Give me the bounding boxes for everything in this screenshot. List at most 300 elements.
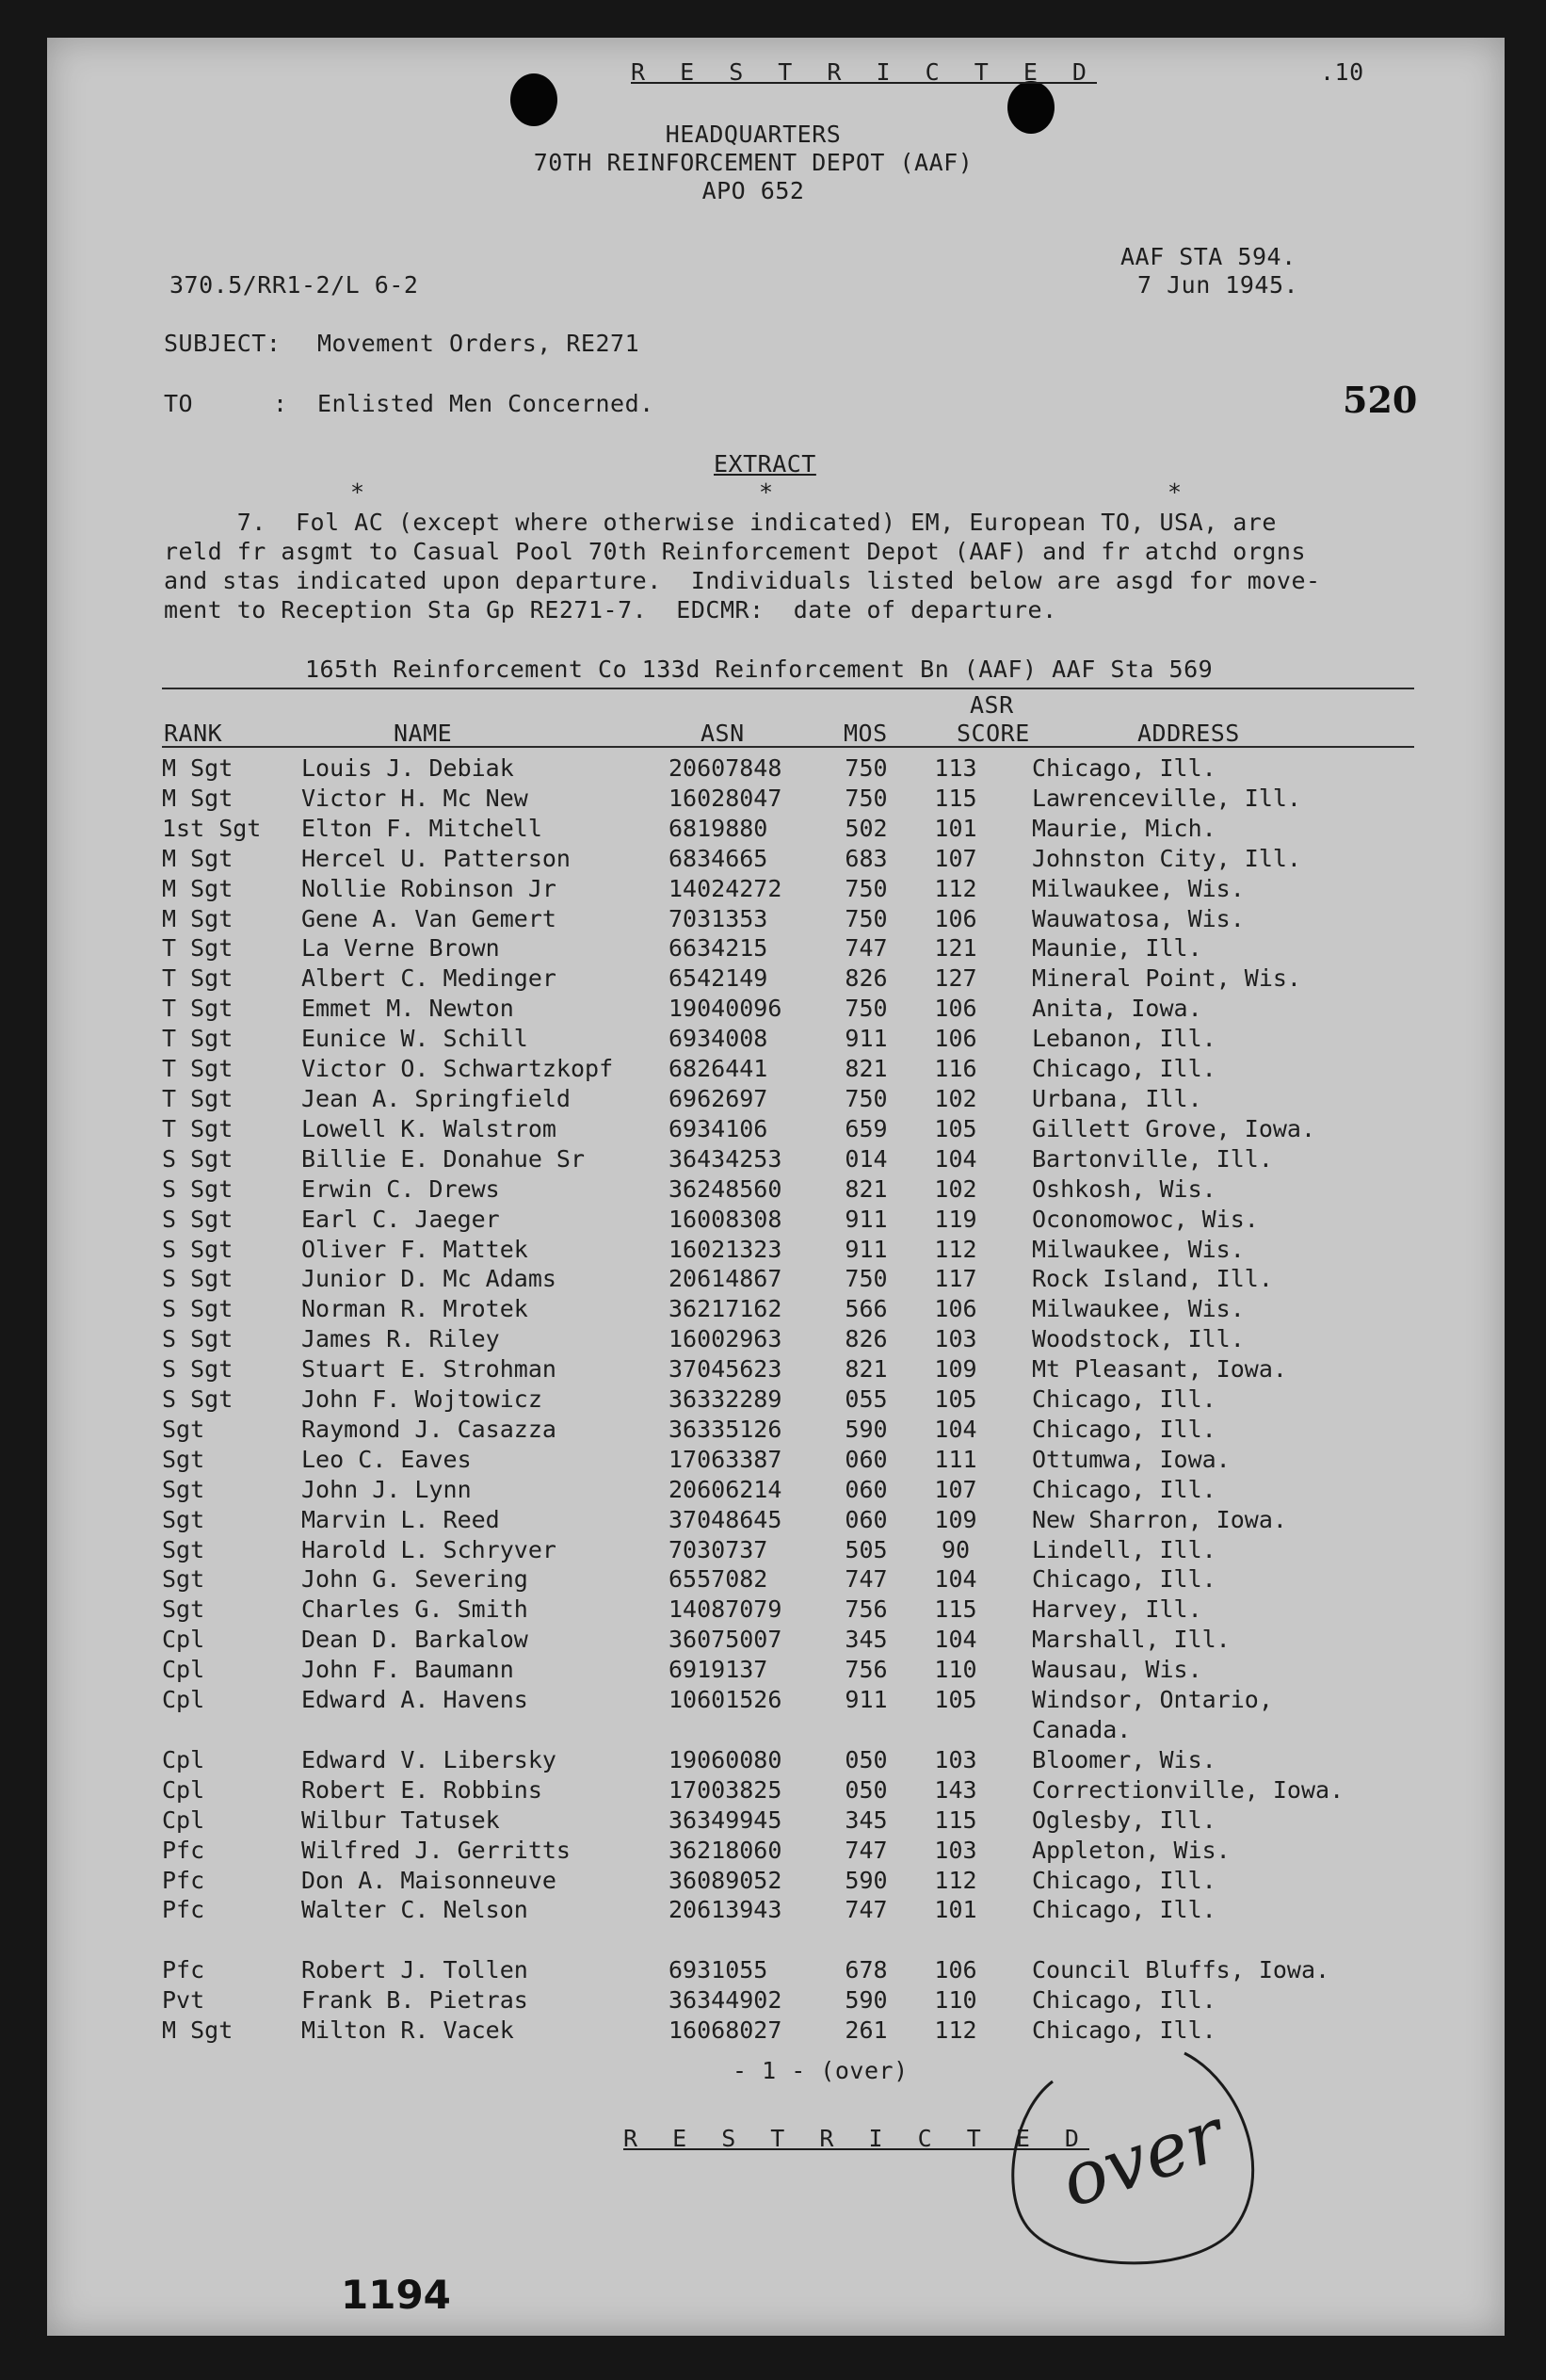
cell-rank: S Sgt — [162, 1205, 234, 1233]
paragraph-line-2: reld fr asgmt to Casual Pool 70th Reinforcement Depot (AAF) and fr atchd orgns — [164, 538, 1306, 565]
cell-rank: M Sgt — [162, 2016, 234, 2045]
table-row — [162, 1715, 1390, 1745]
cell-rank: Cpl — [162, 1745, 205, 1773]
table-row — [162, 1354, 1390, 1384]
cell-rank: S Sgt — [162, 1265, 234, 1293]
classification-bottom: R E S T R I C T E D — [623, 2125, 1089, 2152]
cell-name: Stuart E. Strohman — [301, 1355, 556, 1384]
date: 7 Jun 1945. — [1137, 271, 1299, 299]
cell-asn: 16021323 — [668, 1235, 782, 1263]
paragraph-line-4: ment to Reception Sta Gp RE271-7. EDCMR: date of departure. — [164, 596, 1057, 623]
cell-asr: 110 — [934, 1656, 977, 1684]
cell-name: Hercel U. Patterson — [301, 844, 571, 872]
table-row — [162, 933, 1390, 963]
cell-asr: 105 — [934, 1385, 977, 1414]
cell-asr: 103 — [934, 1836, 977, 1864]
unit-heading: 165th Reinforcement Co 133d Reinforcement Bn (AAF) AAF Sta 569 — [305, 656, 1214, 683]
cell-mos: 683 — [845, 844, 888, 872]
cell-name: John F. Wojtowicz — [301, 1385, 542, 1414]
cell-rank: Sgt — [162, 1505, 205, 1533]
cell-mos: 345 — [845, 1805, 888, 1834]
cell-name: Dean D. Barkalow — [301, 1626, 528, 1654]
table-row — [162, 1114, 1390, 1144]
cell-rank: M Sgt — [162, 784, 234, 812]
cell-name: Marvin L. Reed — [301, 1505, 500, 1533]
cell-asr: 121 — [934, 934, 977, 963]
cell-asn: 6919137 — [668, 1656, 768, 1684]
cell-name: Harold L. Schryver — [301, 1535, 556, 1563]
cell-mos: 678 — [845, 1956, 888, 1984]
cell-asn: 6557082 — [668, 1565, 768, 1594]
cell-address: Urbana, Ill. — [1032, 1084, 1202, 1112]
table-row — [162, 1775, 1390, 1805]
cell-asr: 105 — [934, 1114, 977, 1142]
table-row — [162, 1655, 1390, 1685]
cell-rank — [162, 1715, 301, 1745]
cell-rank: Sgt — [162, 1565, 205, 1594]
table-row — [162, 1235, 1390, 1265]
cell-address: Windsor, Ontario, — [1032, 1686, 1273, 1714]
cell-mos: 060 — [845, 1475, 888, 1503]
cell-mos: 821 — [845, 1174, 888, 1203]
cell-mos: 750 — [845, 754, 888, 782]
cell-address: Oconomowoc, Wis. — [1032, 1205, 1259, 1233]
document-page — [47, 38, 1505, 2336]
column-rank: RANK — [164, 720, 223, 747]
cell-asr: 106 — [934, 904, 977, 932]
cell-rank: Pfc — [162, 1866, 205, 1894]
cell-asn: 6934106 — [668, 1114, 768, 1142]
asterisk-1: * — [350, 478, 365, 506]
cell-asn: 6962697 — [668, 1084, 768, 1112]
cell-rank: Cpl — [162, 1775, 205, 1804]
cell-address: Lawrenceville, Ill. — [1032, 784, 1301, 812]
cell-name: Eunice W. Schill — [301, 1025, 528, 1053]
cell-asn: 6819880 — [668, 814, 768, 842]
cell-asn: 6542149 — [668, 964, 768, 993]
cell-name: Raymond J. Casazza — [301, 1415, 556, 1443]
asterisk-3: * — [1168, 478, 1183, 506]
table-row — [162, 1685, 1390, 1715]
cell-asn: 36075007 — [668, 1626, 782, 1654]
heading-rule — [162, 688, 1414, 689]
cell-asr: 111 — [934, 1445, 977, 1473]
cell-name: Albert C. Medinger — [301, 964, 556, 993]
cell-rank: Sgt — [162, 1595, 205, 1624]
cell-address: Marshall, Ill. — [1032, 1626, 1231, 1654]
cell-name: La Verne Brown — [301, 934, 500, 963]
cell-asn: 36248560 — [668, 1174, 782, 1203]
cell-asn: 16008308 — [668, 1205, 782, 1233]
cell-asn: 36434253 — [668, 1144, 782, 1173]
cell-asr: 113 — [934, 754, 977, 782]
cell-asr: 102 — [934, 1174, 977, 1203]
cell-mos: 747 — [845, 1565, 888, 1594]
cell-mos: 590 — [845, 1415, 888, 1443]
cell-name — [301, 1715, 668, 1745]
cell-name: James R. Riley — [301, 1325, 500, 1353]
cell-asn: 17063387 — [668, 1445, 782, 1473]
cell-mos: 055 — [845, 1385, 888, 1414]
table-row — [162, 1866, 1390, 1896]
table-row — [162, 1805, 1390, 1836]
subject-label: SUBJECT: — [164, 330, 282, 357]
table-row — [162, 753, 1390, 784]
cell-address: Oglesby, Ill. — [1032, 1805, 1216, 1834]
cell-asr: 104 — [934, 1415, 977, 1443]
cell-asr: 101 — [934, 1896, 977, 1924]
cell-name: Nollie Robinson Jr — [301, 874, 556, 902]
cell-asn: 36217162 — [668, 1295, 782, 1323]
cell-asr: 104 — [934, 1144, 977, 1173]
cell-mos: 756 — [845, 1595, 888, 1624]
cell-address: Oshkosh, Wis. — [1032, 1174, 1216, 1203]
cell-name: Victor O. Schwartzkopf — [301, 1055, 614, 1083]
cell-name: Wilfred J. Gerritts — [301, 1836, 571, 1864]
cell-rank: M Sgt — [162, 874, 234, 902]
cell-mos: 911 — [845, 1205, 888, 1233]
cell-mos: 261 — [845, 2016, 888, 2045]
to-label: TO — [164, 390, 194, 417]
cell-address: Rock Island, Ill. — [1032, 1265, 1273, 1293]
file-reference: 370.5/RR1-2/L 6-2 — [169, 271, 419, 299]
cell-mos: 826 — [845, 1325, 888, 1353]
cell-address: Council Bluffs, Iowa. — [1032, 1956, 1330, 1984]
cell-name: Erwin C. Drews — [301, 1174, 500, 1203]
cell-address: Anita, Iowa. — [1032, 995, 1202, 1023]
classification-top: R E S T R I C T E D — [631, 58, 1097, 86]
cell-asn: 6826441 — [668, 1055, 768, 1083]
cell-address: Chicago, Ill. — [1032, 1055, 1216, 1083]
cell-asn: 16028047 — [668, 784, 782, 812]
cell-address: Maunie, Ill. — [1032, 934, 1202, 963]
paragraph-line-1: 7. Fol AC (except where otherwise indicated) EM, European TO, USA, are — [164, 509, 1277, 536]
cell-mos: 750 — [845, 1265, 888, 1293]
cell-mos: 505 — [845, 1535, 888, 1563]
table-row — [162, 874, 1390, 904]
table-row — [162, 1084, 1390, 1114]
cell-asn: 6934008 — [668, 1025, 768, 1053]
table-row — [162, 1745, 1390, 1775]
cell-rank: 1st Sgt — [162, 814, 262, 842]
column-name: NAME — [394, 720, 453, 747]
cell-name: Elton F. Mitchell — [301, 814, 542, 842]
cell-asr: 109 — [934, 1505, 977, 1533]
cell-address: Milwaukee, Wis. — [1032, 1235, 1245, 1263]
cell-asr: 90 — [941, 1535, 971, 1563]
cell-address: Wauwatosa, Wis. — [1032, 904, 1245, 932]
cell-address: Mineral Point, Wis. — [1032, 964, 1301, 993]
personnel-table — [162, 753, 1390, 2046]
cell-rank: S Sgt — [162, 1355, 234, 1384]
cell-rank: S Sgt — [162, 1144, 234, 1173]
table-row — [162, 994, 1390, 1024]
cell-rank: S Sgt — [162, 1235, 234, 1263]
cell-asn: 14087079 — [668, 1595, 782, 1624]
cell-address: Harvey, Ill. — [1032, 1595, 1202, 1624]
subject: Movement Orders, RE271 — [317, 330, 640, 357]
cell-asn: 36218060 — [668, 1836, 782, 1864]
cell-mos — [829, 1925, 904, 1955]
asterisk-2: * — [759, 478, 774, 506]
cell-address: Chicago, Ill. — [1032, 1896, 1216, 1924]
cell-asr: 115 — [934, 1595, 977, 1624]
cell-address — [1007, 1925, 1390, 1955]
cell-asr: 115 — [934, 1805, 977, 1834]
cell-rank — [162, 1925, 301, 1955]
cell-name: Louis J. Debiak — [301, 754, 514, 782]
cell-mos: 750 — [845, 904, 888, 932]
cell-address: Chicago, Ill. — [1032, 1565, 1216, 1594]
cell-address: Woodstock, Ill. — [1032, 1325, 1245, 1353]
cell-asn — [668, 1715, 829, 1745]
cell-mos: 750 — [845, 874, 888, 902]
cell-name: Robert J. Tollen — [301, 1956, 528, 1984]
cell-mos: 747 — [845, 1896, 888, 1924]
cell-asr: 104 — [934, 1565, 977, 1594]
cell-address: New Sharron, Iowa. — [1032, 1505, 1287, 1533]
table-row — [162, 1054, 1390, 1084]
cell-name: Charles G. Smith — [301, 1595, 528, 1624]
table-row — [162, 1985, 1390, 2016]
cell-asn: 16002963 — [668, 1325, 782, 1353]
table-row — [162, 1384, 1390, 1415]
cell-name: Oliver F. Mattek — [301, 1235, 528, 1263]
table-row — [162, 1324, 1390, 1354]
cell-mos — [829, 1715, 904, 1745]
cell-asn: 37048645 — [668, 1505, 782, 1533]
cell-rank: M Sgt — [162, 754, 234, 782]
table-row — [162, 2016, 1390, 2046]
cell-rank: Cpl — [162, 1656, 205, 1684]
cell-mos: 590 — [845, 1986, 888, 2015]
cell-name: Emmet M. Newton — [301, 995, 514, 1023]
table-row — [162, 1505, 1390, 1535]
cell-name: Billie E. Donahue Sr — [301, 1144, 586, 1173]
column-asr-bottom: SCORE — [957, 720, 1030, 747]
cell-name: Edward A. Havens — [301, 1686, 528, 1714]
cell-name: Robert E. Robbins — [301, 1775, 542, 1804]
cell-address: Chicago, Ill. — [1032, 1866, 1216, 1894]
cell-rank: T Sgt — [162, 1084, 234, 1112]
cell-rank: Pvt — [162, 1986, 205, 2015]
cell-name: John J. Lynn — [301, 1475, 472, 1503]
cell-asr: 127 — [934, 964, 977, 993]
cell-mos: 345 — [845, 1626, 888, 1654]
paragraph-line-3: and stas indicated upon departure. Individuals listed below are asgd for move- — [164, 567, 1321, 594]
table-row — [162, 1445, 1390, 1475]
cell-name: Earl C. Jaeger — [301, 1205, 500, 1233]
page-footer: - 1 - (over) — [733, 2057, 909, 2084]
table-row — [162, 1415, 1390, 1445]
table-row — [162, 1205, 1390, 1235]
cell-asn: 20606214 — [668, 1475, 782, 1503]
cell-asr: 107 — [934, 844, 977, 872]
table-row — [162, 1294, 1390, 1324]
table-row — [162, 1595, 1390, 1625]
cell-asr: 106 — [934, 995, 977, 1023]
cell-address: Maurie, Mich. — [1032, 814, 1216, 842]
cell-mos: 750 — [845, 995, 888, 1023]
table-row — [162, 784, 1390, 814]
cell-asn: 14024272 — [668, 874, 782, 902]
cell-address: Chicago, Ill. — [1032, 2016, 1216, 2045]
cell-rank: Pfc — [162, 1896, 205, 1924]
table-row — [162, 1836, 1390, 1866]
cell-rank: Pfc — [162, 1956, 205, 1984]
cell-asn: 7030737 — [668, 1535, 768, 1563]
cell-asn: 36332289 — [668, 1385, 782, 1414]
cell-rank: M Sgt — [162, 904, 234, 932]
table-row — [162, 904, 1390, 934]
table-row — [162, 1174, 1390, 1205]
cell-address: Chicago, Ill. — [1032, 1385, 1216, 1414]
cell-asn: 7031353 — [668, 904, 768, 932]
handwritten-over-text: over — [1051, 2093, 1233, 2225]
cell-mos: 911 — [845, 1235, 888, 1263]
cell-asr: 119 — [934, 1205, 977, 1233]
cell-asn: 36089052 — [668, 1866, 782, 1894]
punch-hole-left — [510, 73, 557, 126]
cell-name: Walter C. Nelson — [301, 1896, 528, 1924]
cell-name: Edward V. Libersky — [301, 1745, 556, 1773]
cell-asn — [668, 1925, 829, 1955]
cell-rank: Sgt — [162, 1535, 205, 1563]
cell-mos: 756 — [845, 1656, 888, 1684]
cell-mos: 502 — [845, 814, 888, 842]
cell-name: Don A. Maisonneuve — [301, 1866, 556, 1894]
cell-rank: Sgt — [162, 1475, 205, 1503]
cell-mos: 590 — [845, 1866, 888, 1894]
to-colon: : — [273, 390, 288, 417]
cell-mos: 659 — [845, 1114, 888, 1142]
cell-mos: 750 — [845, 1084, 888, 1112]
cell-rank: Pfc — [162, 1836, 205, 1864]
cell-asr: 112 — [934, 1235, 977, 1263]
cell-name: Junior D. Mc Adams — [301, 1265, 556, 1293]
table-row — [162, 1475, 1390, 1505]
page-corner-number: .10 — [1320, 58, 1364, 86]
table-row — [162, 1264, 1390, 1294]
cell-rank: S Sgt — [162, 1295, 234, 1323]
cell-rank: S Sgt — [162, 1174, 234, 1203]
cell-address: Milwaukee, Wis. — [1032, 874, 1245, 902]
cell-address: Johnston City, Ill. — [1032, 844, 1301, 872]
cell-address: Appleton, Wis. — [1032, 1836, 1231, 1864]
cell-mos: 050 — [845, 1745, 888, 1773]
cell-address: Chicago, Ill. — [1032, 1986, 1216, 2015]
cell-asr: 116 — [934, 1055, 977, 1083]
column-address: ADDRESS — [1137, 720, 1240, 747]
table-row — [162, 1564, 1390, 1595]
cell-asn: 6634215 — [668, 934, 768, 963]
cell-address: Chicago, Ill. — [1032, 1415, 1216, 1443]
cell-asn: 36349945 — [668, 1805, 782, 1834]
cell-rank: Cpl — [162, 1686, 205, 1714]
stamp-number: 520 — [1343, 379, 1418, 421]
cell-mos: 821 — [845, 1055, 888, 1083]
cell-asr: 101 — [934, 814, 977, 842]
cell-asr: 103 — [934, 1745, 977, 1773]
cell-name: Leo C. Eaves — [301, 1445, 472, 1473]
cell-rank: T Sgt — [162, 964, 234, 993]
cell-mos: 747 — [845, 934, 888, 963]
cell-asr: 102 — [934, 1084, 977, 1112]
cell-asr: 112 — [934, 874, 977, 902]
cell-address: Milwaukee, Wis. — [1032, 1295, 1245, 1323]
cell-asr: 104 — [934, 1626, 977, 1654]
cell-asr: 143 — [934, 1775, 977, 1804]
cell-rank: S Sgt — [162, 1385, 234, 1414]
cell-asr — [904, 1925, 1007, 1955]
cell-name: Lowell K. Walstrom — [301, 1114, 556, 1142]
cell-asn: 6834665 — [668, 844, 768, 872]
station: AAF STA 594. — [1120, 243, 1296, 270]
cell-rank: T Sgt — [162, 934, 234, 963]
cell-asr — [904, 1715, 1007, 1745]
cell-address: Bartonville, Ill. — [1032, 1144, 1273, 1173]
cell-asr: 106 — [934, 1025, 977, 1053]
cell-asn: 20607848 — [668, 754, 782, 782]
cell-name: Frank B. Pietras — [301, 1986, 528, 2015]
cell-asn: 10601526 — [668, 1686, 782, 1714]
cell-asn: 6931055 — [668, 1956, 768, 1984]
column-asr-top: ASR — [970, 691, 1014, 719]
cell-address: Bloomer, Wis. — [1032, 1745, 1216, 1773]
cell-address: Lindell, Ill. — [1032, 1535, 1216, 1563]
cell-asn: 20613943 — [668, 1896, 782, 1924]
cell-asr: 106 — [934, 1295, 977, 1323]
cell-asr: 109 — [934, 1355, 977, 1384]
cell-name: John G. Severing — [301, 1565, 528, 1594]
cell-name: Norman R. Mrotek — [301, 1295, 528, 1323]
cell-asr: 110 — [934, 1986, 977, 2015]
cell-rank: T Sgt — [162, 1055, 234, 1083]
cell-name: Wilbur Tatusek — [301, 1805, 500, 1834]
cell-rank: S Sgt — [162, 1325, 234, 1353]
header-line-1: HEADQUARTERS — [665, 121, 842, 148]
cell-address: Chicago, Ill. — [1032, 754, 1216, 782]
cell-asn: 19040096 — [668, 995, 782, 1023]
cell-asr: 105 — [934, 1686, 977, 1714]
cell-mos: 821 — [845, 1355, 888, 1384]
cell-name: Gene A. Van Gemert — [301, 904, 556, 932]
cell-address: Chicago, Ill. — [1032, 1475, 1216, 1503]
cell-address: Lebanon, Ill. — [1032, 1025, 1216, 1053]
cell-address: Ottumwa, Iowa. — [1032, 1445, 1231, 1473]
cell-rank: Sgt — [162, 1445, 205, 1473]
cell-mos: 566 — [845, 1295, 888, 1323]
table-row — [162, 844, 1390, 874]
cell-rank: T Sgt — [162, 1025, 234, 1053]
cell-mos: 826 — [845, 964, 888, 993]
cell-asr: 117 — [934, 1265, 977, 1293]
table-row — [162, 1955, 1390, 1985]
cell-rank: Sgt — [162, 1415, 205, 1443]
cell-rank: Cpl — [162, 1626, 205, 1654]
cell-asn: 20614867 — [668, 1265, 782, 1293]
cell-mos: 060 — [845, 1445, 888, 1473]
table-row — [162, 1895, 1390, 1925]
cell-asn: 36335126 — [668, 1415, 782, 1443]
table-row — [162, 1925, 1390, 1955]
column-mos: MOS — [844, 720, 888, 747]
cell-mos: 750 — [845, 784, 888, 812]
table-row — [162, 1024, 1390, 1054]
cell-asr: 107 — [934, 1475, 977, 1503]
table-row — [162, 1144, 1390, 1174]
cell-asn: 36344902 — [668, 1986, 782, 2015]
